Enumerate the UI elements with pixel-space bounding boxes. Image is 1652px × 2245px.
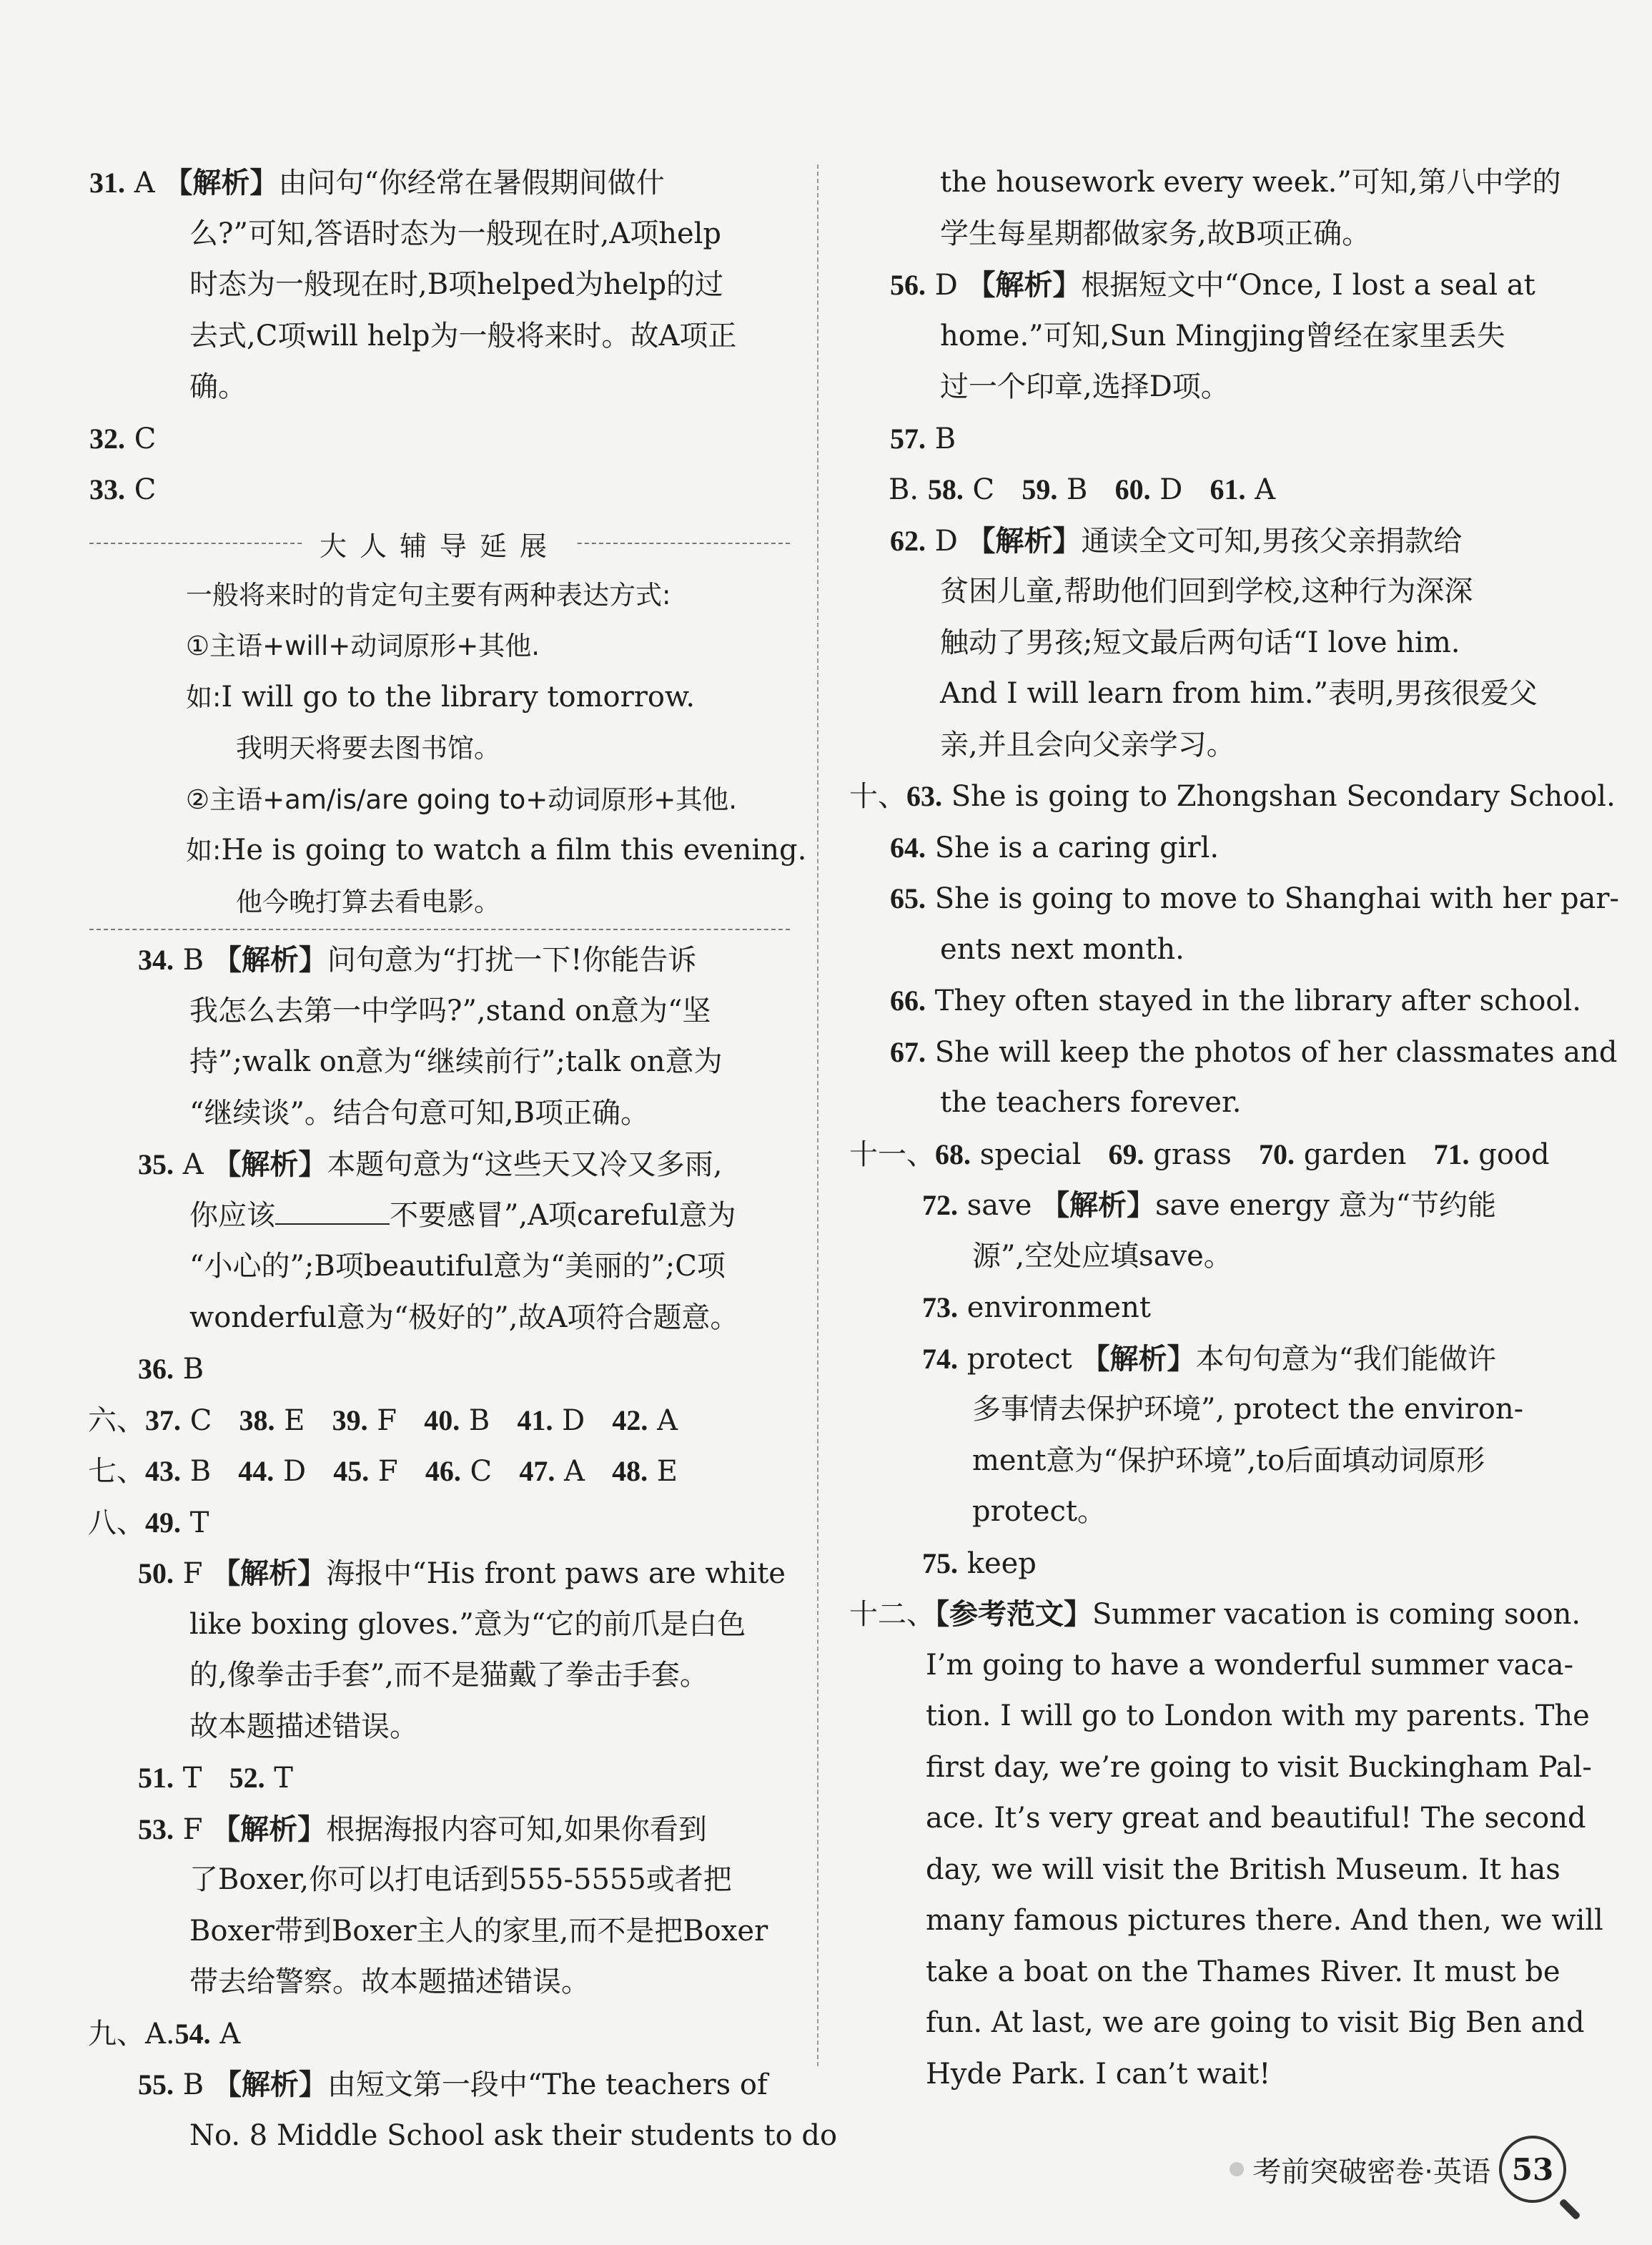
answer-31: 31. A 【解析】由问句“你经常在暑假期间做什 xyxy=(89,166,665,199)
text-line: 持”;walk on意为“继续前行”;talk on意为 xyxy=(189,1045,723,1078)
essay-line: first day, we’re going to visit Buckingham Pal- xyxy=(926,1750,1592,1784)
text-line: And I will learn from him.”表明,男孩很爱父 xyxy=(940,677,1538,710)
page-number-magnifier-icon xyxy=(1499,2136,1566,2203)
answer-67: 67. She will keep the photos of her classmates and xyxy=(890,1035,1618,1069)
answer-63: 十、63. She is going to Zhongshan Secondary School. xyxy=(849,780,1616,813)
section-11-answers: 十一、68. special 69. grass 70. garden 71. good xyxy=(849,1138,1550,1171)
text-line: 触动了男孩;短文最后两句话“I love him. xyxy=(940,626,1460,659)
text-line: ents next month. xyxy=(940,932,1184,966)
tutoring-box-title: 大人辅导延展 xyxy=(304,524,575,563)
note-line: ②主语+am/is/are going to+动词原形+其他. xyxy=(186,784,737,815)
text-line: 时态为一般现在时,B项helped为help的过 xyxy=(189,268,724,301)
text-line: 么?”可知,答语时态为一般现在时,A项help xyxy=(189,217,722,250)
note-example: 如:He is going to watch a film this evening. xyxy=(186,834,807,867)
essay-line: I’m going to have a wonderful summer vaca- xyxy=(926,1648,1574,1682)
essay-line: day, we will visit the British Museum. It has xyxy=(926,1852,1561,1886)
text-line: 你应该 不要感冒”,A项careful意为 xyxy=(189,1198,736,1232)
text-line: ment意为“保护环境”,to后面填动词原形 xyxy=(972,1444,1485,1477)
text-line: Boxer带到Boxer主人的家里,而不是把Boxer xyxy=(189,1914,768,1948)
text-line: the housework every week.”可知,第八中学的 xyxy=(940,166,1561,199)
answer-32: 32. C xyxy=(89,422,157,455)
text-line: 多事情去保护环境”, protect the environ- xyxy=(972,1393,1524,1426)
answers-51-52: 51. T 52. T xyxy=(138,1762,293,1795)
answer-57: 57. B xyxy=(890,422,956,455)
answer-54: 九、A.54. A xyxy=(88,2017,241,2051)
text-line: 学生每星期都做家务,故B项正确。 xyxy=(940,217,1371,250)
answer-66: 66. They often stayed in the library after school. xyxy=(890,985,1581,1017)
section-6-answers: 六、37. C 38. E 39. F 40. B 41. D 42. A xyxy=(88,1403,678,1437)
note-line: ①主语+will+动词原形+其他. xyxy=(186,631,540,661)
text-line: 我怎么去第一中学吗?”,stand on意为“坚 xyxy=(189,994,711,1027)
essay-line: tion. I will go to London with my parents. The xyxy=(926,1699,1590,1732)
text-line: protect。 xyxy=(972,1495,1107,1528)
bullet-dot-icon xyxy=(1230,2162,1244,2176)
note-example: 如:I will go to the library tomorrow. xyxy=(186,680,696,714)
essay-line: ace. It’s very great and beautiful! The second xyxy=(926,1802,1586,1835)
text-line: 了Boxer,你可以打电话到555-5555或者把 xyxy=(189,1863,732,1896)
answer-73: 73. environment xyxy=(922,1291,1151,1324)
fill-blank xyxy=(275,1202,390,1225)
text-line: 源”,空处应填save。 xyxy=(972,1239,1232,1273)
text-line: “继续谈”。结合句意可知,B项正确。 xyxy=(189,1096,650,1130)
page-number: 53 xyxy=(1511,2151,1554,2187)
text-line: No. 8 Middle School ask their students to do xyxy=(189,2118,838,2152)
text-line: 的,像拳击手套”,而不是猫戴了拳击手套。 xyxy=(189,1659,708,1692)
section-7-answers: 七、43. B 44. D 45. F 46. C 47. A 48. E xyxy=(88,1455,678,1488)
text-line: “小心的”;B项beautiful意为“美丽的”;C项 xyxy=(189,1250,726,1283)
note-line: 一般将来时的肯定句主要有两种表达方式: xyxy=(186,579,671,611)
answer-65: 65. She is going to move to Shanghai with her par- xyxy=(890,882,1620,915)
text-line: 贫困儿童,帮助他们回到学校,这种行为深深 xyxy=(940,575,1473,608)
text-line: 带去给警察。故本题描述错误。 xyxy=(189,1965,590,1998)
answer-35: 35. A 【解析】本题句意为“这些天又冷又多雨, xyxy=(138,1148,723,1181)
text-line: 故本题描述错误。 xyxy=(189,1709,418,1743)
tutoring-box-header xyxy=(89,515,790,570)
answer-64: 64. She is a caring girl. xyxy=(890,831,1220,864)
essay-line: many famous pictures there. And then, we will xyxy=(926,1904,1603,1937)
text-line: the teachers forever. xyxy=(940,1086,1242,1119)
book-title: 考前突破密卷·英语 xyxy=(1252,2155,1490,2189)
left-column xyxy=(88,157,838,2161)
column-divider xyxy=(817,164,818,2066)
answer-72: 72. save 【解析】save energy 意为“节约能 xyxy=(922,1188,1497,1222)
answer-55: 55. B 【解析】由短文第一段中“The teachers of xyxy=(138,2068,768,2101)
answer-49: 八、49. T xyxy=(88,1506,209,1539)
answer-33: 33. C xyxy=(89,473,157,506)
right-column xyxy=(849,157,1620,2100)
answer-62: 62. D 【解析】通读全文可知,男孩父亲捐款给 xyxy=(890,523,1463,558)
answer-75: 75. keep xyxy=(922,1546,1037,1580)
essay-first-line: 十二、【参考范文】Summer vacation is coming soon. xyxy=(849,1597,1581,1631)
essay-line: Hyde Park. I can’t wait! xyxy=(926,2057,1271,2091)
text-line: home.”可知,Sun Mingjing曾经在家里丢失 xyxy=(940,319,1505,352)
answer-34: 34. B 【解析】问句意为“打扰一下!你能告诉 xyxy=(138,943,697,977)
essay-line: fun. At last, we are going to visit Big Ben and xyxy=(926,2006,1585,2039)
text-line: 过一个印章,选择D项。 xyxy=(940,370,1230,403)
text-line: 去式,C项will help为一般将来时。故A项正 xyxy=(189,319,737,352)
text-line: wonderful意为“极好的”,故A项符合题意。 xyxy=(189,1301,739,1334)
answer-56: 56. D 【解析】根据短文中“Once, I lost a seal at xyxy=(890,268,1535,302)
note-translation: 我明天将要去图书馆。 xyxy=(236,733,500,764)
answer-53: 53. F 【解析】根据海报内容可知,如果你看到 xyxy=(138,1812,707,1846)
note-translation: 他今晚打算去看电影。 xyxy=(236,886,500,917)
text-line: like boxing gloves.”意为“它的前爪是白色 xyxy=(189,1607,746,1641)
text-line: 亲,并且会向父亲学习。 xyxy=(940,728,1235,761)
section-b-answers: B. 58. C 59. B 60. D 61. A xyxy=(889,473,1276,506)
answer-36: 36. B xyxy=(138,1353,204,1386)
essay-line: take a boat on the Thames River. It must be xyxy=(926,1955,1561,1988)
answer-50: 50. F 【解析】海报中“His front paws are white xyxy=(138,1556,786,1590)
page-footer xyxy=(1230,2133,1566,2205)
answer-74: 74. protect 【解析】本句句意为“我们能做许 xyxy=(922,1341,1496,1376)
tutoring-box-bottom xyxy=(89,929,790,930)
text-line: 确。 xyxy=(189,370,247,403)
